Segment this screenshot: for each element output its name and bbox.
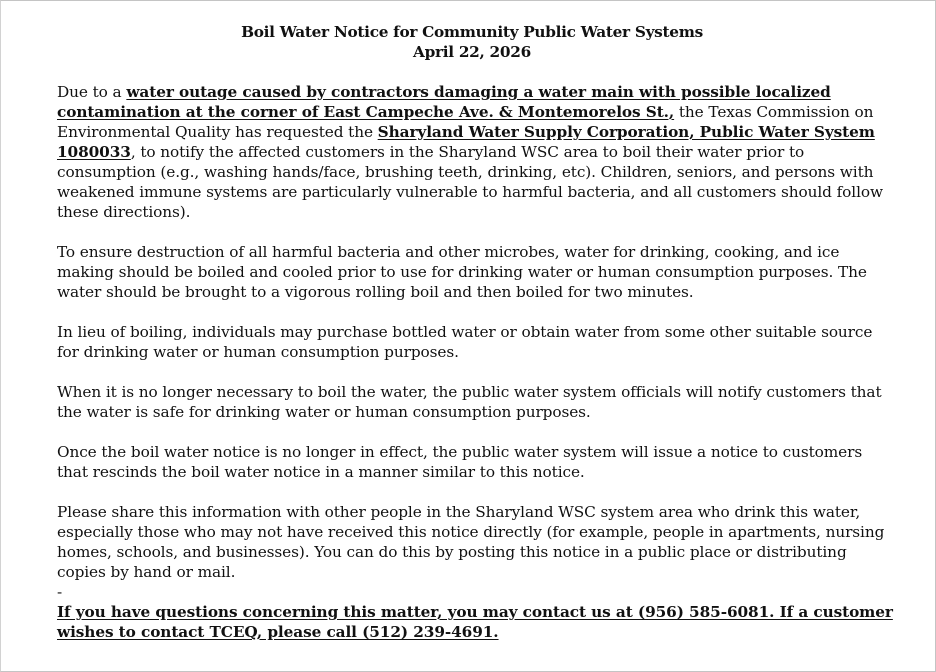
notice-date: April 22, 2026	[413, 43, 531, 61]
spacer	[57, 482, 893, 502]
paragraph-boiling-instructions: To ensure destruction of all harmful bacteria and other microbes, water for drinking, cooking, and ice making should be boiled and cooled prior to use for drinking water or human consumption purposes. The water should be brought to a vigorous rolling boil and then boiled for two minutes.	[57, 243, 867, 301]
paragraph-intro	[57, 82, 893, 222]
notice-title: Boil Water Notice for Community Public Water Systems	[241, 23, 703, 41]
notice-body	[57, 22, 893, 642]
outage-cause-highlight: water outage caused by contractors damaging a water main with possible localized contamination at the corner of East Campeche Ave. & Montemorelos St.,	[57, 83, 831, 121]
spacer	[57, 422, 893, 442]
paragraph-notification: When it is no longer necessary to boil the water, the public water system officials will notify customers that the water is safe for drinking water or human consumption purposes.	[57, 383, 882, 421]
paragraph-bottled-water: In lieu of boiling, individuals may purchase bottled water or obtain water from some other suitable source for drinking water or human consumption purposes.	[57, 323, 873, 361]
spacer	[57, 302, 893, 322]
paragraph-rescind: Once the boil water notice is no longer in effect, the public water system will issue a notice to customers that rescinds the boil water notice in a manner similar to this notice.	[57, 443, 863, 481]
water-system-highlight: Sharyland Water Supply Corporation, Public Water System 1080033	[57, 123, 875, 161]
paragraph-share: Please share this information with other people in the Sharyland WSC system area who drink this water, especially those who may not have received this notice directly (for example, people in apartments, nursing homes, schools, and businesses). You can do this by posting this notice in a public place or distributing copies by hand or mail.	[57, 503, 885, 581]
separator-dash: -	[57, 583, 63, 601]
spacer	[57, 222, 893, 242]
spacer	[57, 362, 893, 382]
contact-information: If you have questions concerning this matter, you may contact us at (956) 585-6081. If a customer wishes to contact TCEQ, please call (512) 239-4691.	[57, 603, 893, 641]
intro-text-2: the Texas Commission on Environmental Quality has requested the	[57, 103, 874, 141]
intro-text-3: , to notify the affected customers in the Sharyland WSC area to boil their water prior to consumption (e.g., washing hands/face, brushing teeth, drinking, etc). Children, seniors, and persons with weakened immune systems are particularly vulnerable to harmful bacteria, and all customers should follow these directions).	[57, 143, 883, 221]
intro-text-1: Due to a	[57, 83, 127, 101]
